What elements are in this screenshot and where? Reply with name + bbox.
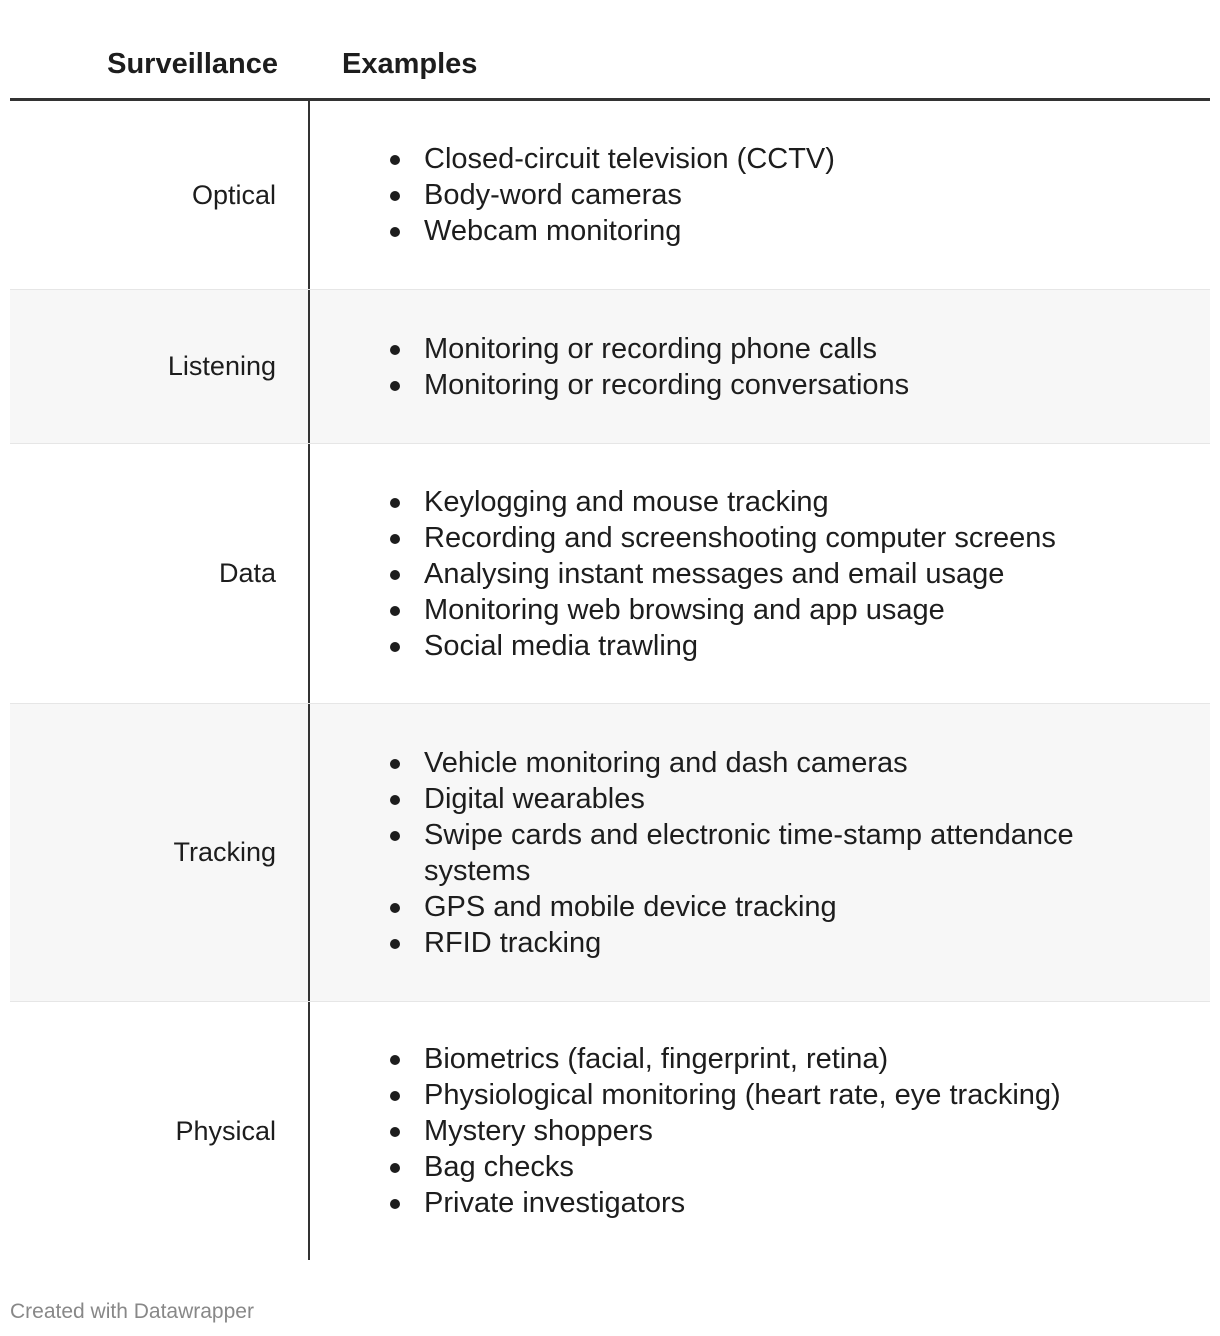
list-item: Swipe cards and electronic time-stamp attendance systems	[424, 817, 1110, 889]
examples-cell	[310, 1002, 1210, 1260]
list-item: Monitoring web browsing and app usage	[424, 592, 1110, 628]
list-item: Keylogging and mouse tracking	[424, 484, 1110, 520]
list-item: Monitoring or recording conversations	[424, 367, 1110, 403]
table-row-tracking	[10, 704, 1210, 1002]
category-cell: Data	[10, 444, 310, 703]
bullet-icon	[390, 534, 400, 544]
header-surveillance[interactable]: Surveillance	[107, 48, 278, 80]
category-cell: Optical	[10, 101, 310, 289]
list-item: Digital wearables	[424, 781, 1110, 817]
examples-list	[310, 745, 1210, 961]
table-header	[10, 0, 1210, 101]
bullet-icon	[390, 759, 400, 769]
surveillance-table	[10, 0, 1210, 1260]
bullet-icon	[390, 606, 400, 616]
bullet-icon	[390, 1199, 400, 1209]
bullet-icon	[390, 227, 400, 237]
bullet-icon	[390, 939, 400, 949]
bullet-icon	[390, 191, 400, 201]
list-item: Bag checks	[424, 1149, 1110, 1185]
bullet-icon	[390, 498, 400, 508]
bullet-icon	[390, 381, 400, 391]
list-item: RFID tracking	[424, 925, 1110, 961]
examples-list	[310, 141, 1210, 249]
list-item: Body-word cameras	[424, 177, 1110, 213]
examples-list	[310, 331, 1210, 403]
table-row-data	[10, 444, 1210, 704]
examples-list	[310, 1041, 1210, 1221]
list-item: Monitoring or recording phone calls	[424, 331, 1110, 367]
bullet-icon	[390, 1163, 400, 1173]
list-item: Analysing instant messages and email usage	[424, 556, 1110, 592]
datawrapper-credit[interactable]: Created with Datawrapper	[10, 1300, 254, 1323]
header-examples[interactable]: Examples	[342, 48, 478, 80]
table-row-physical	[10, 1002, 1210, 1260]
list-item: Webcam monitoring	[424, 213, 1110, 249]
table-row-optical	[10, 101, 1210, 290]
list-item: Closed-circuit television (CCTV)	[424, 141, 1110, 177]
list-item: Social media trawling	[424, 628, 1110, 664]
category-cell: Tracking	[10, 704, 310, 1001]
list-item: Vehicle monitoring and dash cameras	[424, 745, 1110, 781]
bullet-icon	[390, 345, 400, 355]
bullet-icon	[390, 795, 400, 805]
bullet-icon	[390, 1055, 400, 1065]
list-item: Biometrics (facial, fingerprint, retina)	[424, 1041, 1110, 1077]
list-item: Private investigators	[424, 1185, 1110, 1221]
bullet-icon	[390, 1091, 400, 1101]
list-item: Mystery shoppers	[424, 1113, 1110, 1149]
bullet-icon	[390, 831, 400, 841]
bullet-icon	[390, 570, 400, 580]
bullet-icon	[390, 1127, 400, 1137]
bullet-icon	[390, 903, 400, 913]
list-item: Physiological monitoring (heart rate, eye tracking)	[424, 1077, 1110, 1113]
examples-cell	[310, 290, 1210, 443]
category-cell: Listening	[10, 290, 310, 443]
category-cell: Physical	[10, 1002, 310, 1260]
bullet-icon	[390, 642, 400, 652]
examples-cell	[310, 444, 1210, 703]
list-item: GPS and mobile device tracking	[424, 889, 1110, 925]
table-row-listening	[10, 290, 1210, 444]
examples-list	[310, 484, 1210, 664]
examples-cell	[310, 101, 1210, 289]
bullet-icon	[390, 155, 400, 165]
examples-cell	[310, 704, 1210, 1001]
list-item: Recording and screenshooting computer screens	[424, 520, 1110, 556]
